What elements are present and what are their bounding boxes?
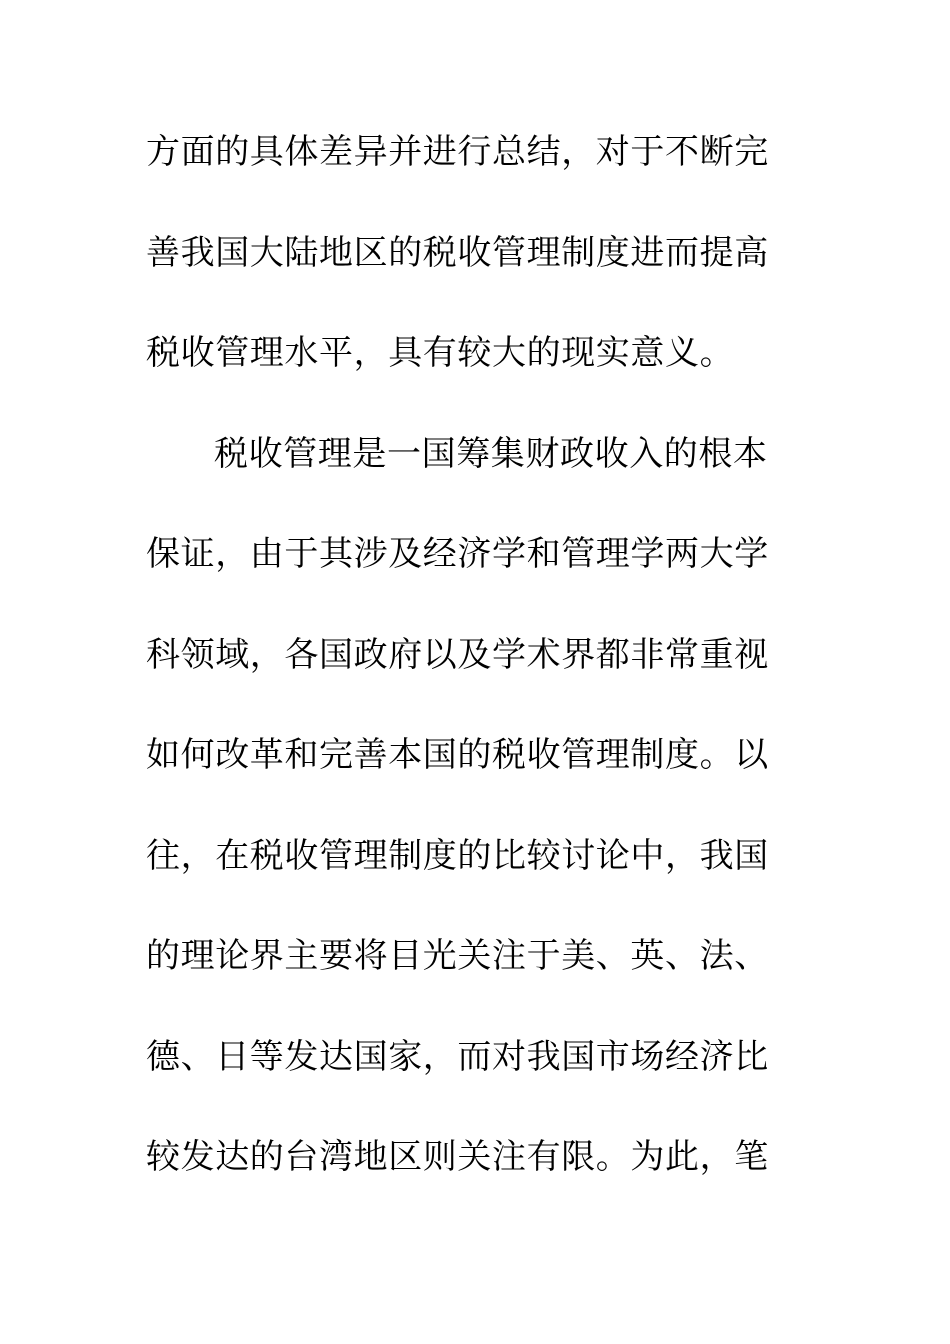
text-line: 如何改革和完善本国的税收管理制度。以 xyxy=(146,735,769,775)
text-line: 的理论界主要将目光关注于美、英、法、 xyxy=(146,936,769,976)
text-line: 科领域，各国政府以及学术界都非常重视 xyxy=(146,634,769,675)
text-line: 往，在税收管理制度的比较讨论中，我国 xyxy=(146,835,769,876)
text-line: 善我国大陆地区的税收管理制度进而提高 xyxy=(146,232,769,273)
text-line: 保证，由于其涉及经济学和管理学两大学 xyxy=(146,534,769,574)
text-line: 税收管理水平，具有较大的现实意义。 xyxy=(146,333,735,373)
text-line: 德、日等发达国家，而对我国市场经济比 xyxy=(146,1036,769,1077)
body-text xyxy=(146,120,786,1226)
paragraph-start-line: 税收管理是一国筹集财政收入的根本 xyxy=(214,433,768,474)
text-line: 较发达的台湾地区则关注有限。为此，笔 xyxy=(146,1137,769,1177)
text-line: 方面的具体差异并进行总结，对于不断完 xyxy=(146,132,769,172)
